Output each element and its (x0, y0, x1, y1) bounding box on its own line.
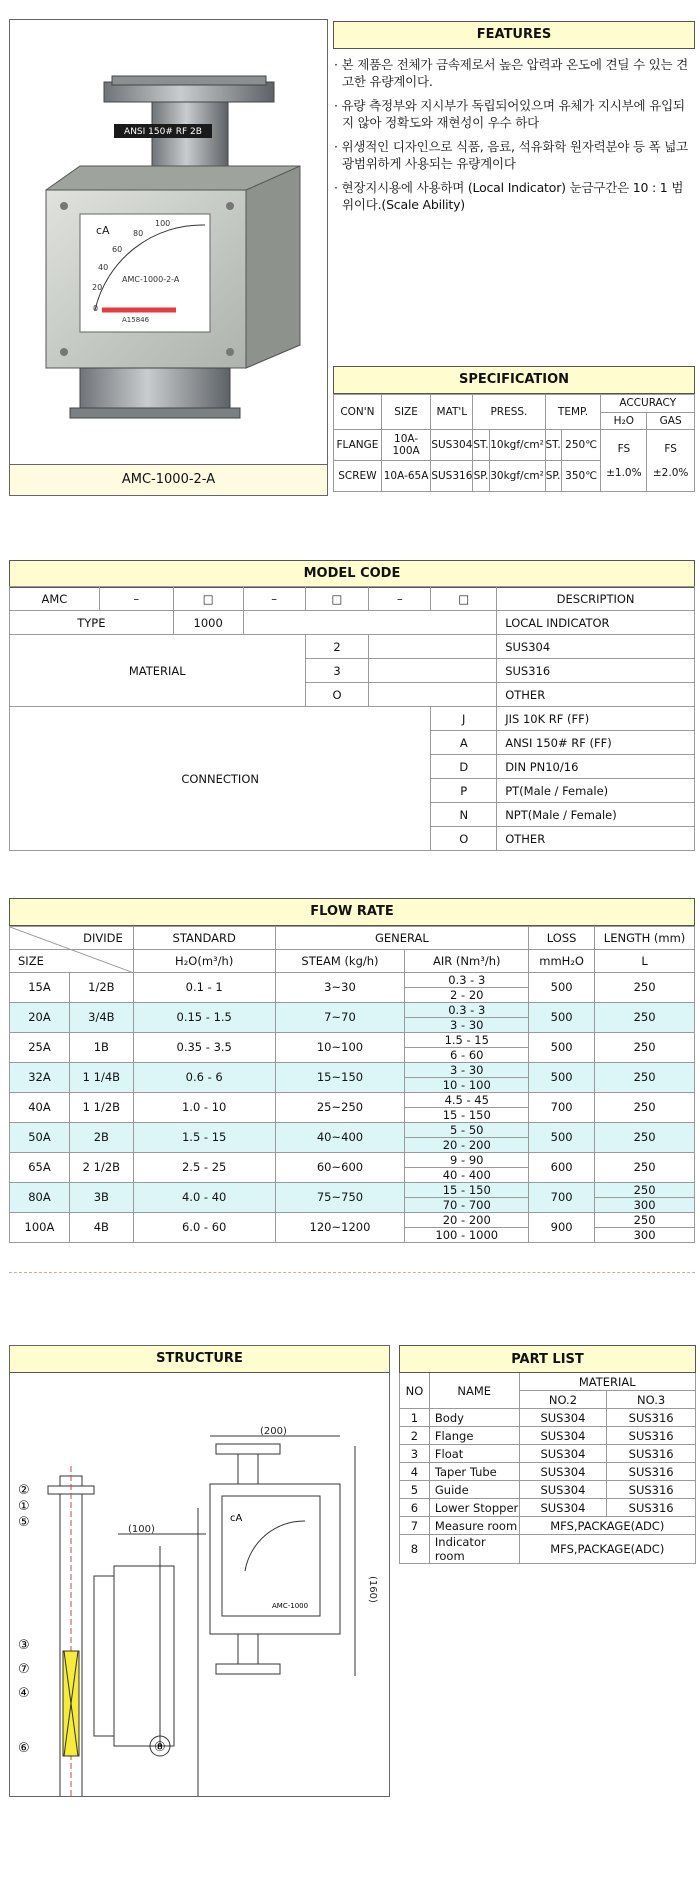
spec-title: SPECIFICATION (333, 366, 695, 394)
part-name: Measure room (429, 1517, 519, 1535)
flow-divide: 2B (69, 1123, 133, 1153)
spec-header-matl: MAT'L (431, 395, 473, 430)
part-name: Body (429, 1409, 519, 1427)
model-connection-code: O (431, 827, 497, 851)
part-no: 8 (400, 1535, 430, 1564)
spec-header-h2o: H₂O (601, 412, 647, 430)
flow-header-standard: STANDARD (133, 927, 275, 950)
model-type-code: 1000 (173, 611, 243, 635)
flow-steam: 25~250 (275, 1093, 405, 1123)
parts-header-no3: NO.3 (607, 1391, 696, 1409)
flow-divide: 1/2B (69, 973, 133, 1003)
flow-loss: 500 (529, 1033, 595, 1063)
model-code-title: MODEL CODE (9, 560, 695, 588)
features-list (334, 56, 694, 220)
dial-model: AMC-1000-2-A (122, 275, 180, 284)
table-row (10, 1213, 695, 1228)
flow-steam: 15~150 (275, 1063, 405, 1093)
flow-h2o: 0.1 - 1 (133, 973, 275, 1003)
flow-steam: 60~600 (275, 1153, 405, 1183)
part-material-no3: SUS316 (607, 1463, 696, 1481)
flow-h2o: 1.0 - 10 (133, 1093, 275, 1123)
flow-length: 250 (595, 1183, 695, 1198)
part-no: 5 (400, 1481, 430, 1499)
flow-header-h2o: H₂O(m³/h) (133, 950, 275, 973)
model-material-desc: SUS304 (497, 635, 695, 659)
flow-length: 300 (595, 1198, 695, 1213)
spec-header-conn: CON'N (334, 395, 382, 430)
feature-item-1: · 본 제품은 전체가 금속제로서 높은 압력과 온도에 견딜 수 있는 견고한 유량계이다. (334, 57, 689, 89)
flow-header-l: L (595, 950, 695, 973)
feature-item-3: · 위생적인 디자인으로 식품, 음료, 석유화학 원자력분야 등 폭 넓고 광범위하게 사용되는 유량계이다 (334, 139, 689, 171)
part-material-no2: SUS304 (519, 1427, 607, 1445)
model-material-code: 2 (305, 635, 369, 659)
model-header-dash: – (369, 587, 431, 611)
flow-size: 65A (10, 1153, 70, 1183)
flow-h2o: 1.5 - 15 (133, 1123, 275, 1153)
part-material-no3: SUS316 (607, 1409, 696, 1427)
table-row (10, 1063, 695, 1078)
model-material-desc: OTHER (497, 683, 695, 707)
flow-h2o: 6.0 - 60 (133, 1213, 275, 1243)
spec-size: 10A-65A (381, 461, 430, 492)
dial-tick-60: 60 (112, 245, 123, 254)
part-name: Taper Tube (429, 1463, 519, 1481)
spec-header-temp: TEMP. (545, 395, 601, 430)
model-connection-desc: DIN PN10/16 (497, 755, 695, 779)
spec-press-type: SP. (473, 461, 489, 492)
flow-steam: 10~100 (275, 1033, 405, 1063)
model-header-box: □ (173, 587, 243, 611)
part-material-no2: SUS304 (519, 1409, 607, 1427)
flow-air: 100 - 1000 (405, 1228, 529, 1243)
model-connection-desc: ANSI 150# RF (FF) (497, 731, 695, 755)
product-photo-panel (9, 19, 328, 496)
parts-header-material: MATERIAL (519, 1373, 695, 1391)
dim-height: (160) (367, 1576, 378, 1603)
part-no: 1 (400, 1409, 430, 1427)
flow-length: 250 (595, 1123, 695, 1153)
flow-header-mmh2o: mmH₂O (529, 950, 595, 973)
flow-loss: 600 (529, 1153, 595, 1183)
model-material-label: MATERIAL (10, 635, 306, 707)
feature-item-4: · 현장지시용에 사용하며 (Local Indicator) 눈금구간은 10 : 1 범위이다.(Scale Ability) (334, 180, 684, 212)
flow-header-divide: DIVIDE (10, 927, 134, 950)
flow-length: 250 (595, 1213, 695, 1228)
part-no: 4 (400, 1463, 430, 1481)
flow-steam: 40~400 (275, 1123, 405, 1153)
flow-header-steam: STEAM (kg/h) (275, 950, 405, 973)
callout-1: ① (18, 1499, 30, 1514)
part-no: 7 (400, 1517, 430, 1535)
flow-loss: 500 (529, 973, 595, 1003)
parts-header-no: NO (400, 1373, 430, 1409)
flow-size: 20A (10, 1003, 70, 1033)
spec-matl: SUS316 (431, 461, 473, 492)
dim-width-side: (100) (128, 1524, 155, 1535)
callout-3: ③ (18, 1638, 30, 1653)
flow-length: 250 (595, 973, 695, 1003)
part-material-no2: SUS304 (519, 1499, 607, 1517)
callout-5: ⑤ (18, 1515, 30, 1530)
part-material: MFS,PACKAGE(ADC) (519, 1535, 695, 1564)
model-code-table (9, 586, 695, 851)
flow-h2o: 0.6 - 6 (133, 1063, 275, 1093)
part-list-title: PART LIST (400, 1346, 696, 1373)
flow-size: 15A (10, 973, 70, 1003)
model-type-desc: LOCAL INDICATOR (497, 611, 695, 635)
dial-tick-80: 80 (133, 229, 144, 238)
model-connection-desc: JIS 10K RF (FF) (497, 707, 695, 731)
flow-length: 300 (595, 1228, 695, 1243)
flow-size: 80A (10, 1183, 70, 1213)
flow-divide: 2 1/2B (69, 1153, 133, 1183)
flow-header-loss: LOSS (529, 927, 595, 950)
spec-press: 10kgf/cm² (489, 430, 545, 461)
flow-steam: 75~750 (275, 1183, 405, 1213)
flow-steam: 7~70 (275, 1003, 405, 1033)
flow-rate-title: FLOW RATE (9, 898, 695, 926)
spec-header-gas: GAS (647, 412, 695, 430)
part-name: Guide (429, 1481, 519, 1499)
dial-logo: cA (96, 224, 110, 237)
flow-loss: 700 (529, 1093, 595, 1123)
part-material-no3: SUS316 (607, 1427, 696, 1445)
flow-size: 100A (10, 1213, 70, 1243)
spec-header-accuracy: ACCURACY (601, 395, 695, 413)
flow-divide: 1 1/2B (69, 1093, 133, 1123)
callout-2: ② (18, 1483, 30, 1498)
part-no: 6 (400, 1499, 430, 1517)
model-material-desc: SUS316 (497, 659, 695, 683)
model-connection-desc: NPT(Male / Female) (497, 803, 695, 827)
part-no: 3 (400, 1445, 430, 1463)
dial-tick-0: 0 (93, 304, 99, 313)
flow-loss: 500 (529, 1123, 595, 1153)
front-logo: cA (230, 1513, 243, 1524)
flow-steam: 120~1200 (275, 1213, 405, 1243)
dim-width-front: (200) (260, 1426, 287, 1437)
flow-air: 4.5 - 45 (405, 1093, 529, 1108)
model-header-description: DESCRIPTION (497, 587, 695, 611)
photo-caption: AMC-1000-2-A (10, 464, 327, 495)
model-header-amc: AMC (10, 587, 100, 611)
flow-air: 15 - 150 (405, 1108, 529, 1123)
flow-air: 9 - 90 (405, 1153, 529, 1168)
flow-h2o: 2.5 - 25 (133, 1153, 275, 1183)
part-name: Flange (429, 1427, 519, 1445)
flow-air: 20 - 200 (405, 1138, 529, 1153)
table-row (10, 1123, 695, 1138)
dial-tick-100: 100 (155, 219, 171, 228)
callout-4: ④ (18, 1686, 30, 1701)
flow-header-general: GENERAL (275, 927, 529, 950)
feature-item-2: · 유량 측정부와 지시부가 독립되어있으며 유체가 지시부에 유입되지 않아 정확도와 재현성이 우수 하다 (334, 98, 685, 130)
table-row (10, 1183, 695, 1198)
flow-length: 250 (595, 1033, 695, 1063)
model-material-code: O (305, 683, 369, 707)
part-name: Indicator room (429, 1535, 519, 1564)
flow-h2o: 0.15 - 1.5 (133, 1003, 275, 1033)
callout-8: ⑧ (154, 1740, 166, 1755)
dial-serial: A15846 (122, 316, 150, 324)
flow-size: 32A (10, 1063, 70, 1093)
flow-loss: 500 (529, 1003, 595, 1033)
flow-air: 2 - 20 (405, 988, 529, 1003)
part-no: 2 (400, 1427, 430, 1445)
flow-air: 6 - 60 (405, 1048, 529, 1063)
flange-label: ANSI 150# RF 2B (124, 127, 202, 137)
model-header-box: □ (305, 587, 369, 611)
spec-matl: SUS304 (431, 430, 473, 461)
spec-acc-h2o: FS ±1.0% (601, 430, 647, 492)
flow-loss: 900 (529, 1213, 595, 1243)
table-row (10, 1003, 695, 1018)
parts-header-no2: NO.2 (519, 1391, 607, 1409)
part-name: Float (429, 1445, 519, 1463)
table-row (10, 1153, 695, 1168)
flow-divide: 1B (69, 1033, 133, 1063)
part-material-no2: SUS304 (519, 1463, 607, 1481)
spec-temp: 250℃ (561, 430, 601, 461)
parts-header-name: NAME (429, 1373, 519, 1409)
flow-loss: 700 (529, 1183, 595, 1213)
structure-drawing (10, 1346, 389, 1796)
spec-temp: 350℃ (561, 461, 601, 492)
model-connection-code: J (431, 707, 497, 731)
spec-header-press: PRESS. (473, 395, 545, 430)
flow-air: 1.5 - 15 (405, 1033, 529, 1048)
flow-loss: 500 (529, 1063, 595, 1093)
model-connection-code: N (431, 803, 497, 827)
model-connection-desc: PT(Male / Female) (497, 779, 695, 803)
flow-size: 40A (10, 1093, 70, 1123)
flow-air: 15 - 150 (405, 1183, 529, 1198)
structure-title: STRUCTURE (9, 1345, 390, 1373)
model-type-blank (243, 611, 497, 635)
flow-header-size: SIZE (10, 950, 134, 973)
model-connection-code: A (431, 731, 497, 755)
dial-tick-20: 20 (92, 283, 103, 292)
model-connection-desc: OTHER (497, 827, 695, 851)
flow-divide: 3B (69, 1183, 133, 1213)
spec-table (333, 394, 695, 492)
part-material-no3: SUS316 (607, 1481, 696, 1499)
callout-6: ⑥ (18, 1741, 30, 1756)
model-header-box: □ (431, 587, 497, 611)
flow-header-length: LENGTH (mm) (595, 927, 695, 950)
part-material-no2: SUS304 (519, 1445, 607, 1463)
flow-air: 5 - 50 (405, 1123, 529, 1138)
flow-air: 10 - 100 (405, 1078, 529, 1093)
model-connection-code: P (431, 779, 497, 803)
flow-header-air: AIR (Nm³/h) (405, 950, 529, 973)
flow-h2o: 0.35 - 3.5 (133, 1033, 275, 1063)
structure-diagram-panel (9, 1345, 390, 1797)
flow-h2o: 4.0 - 40 (133, 1183, 275, 1213)
flow-size: 25A (10, 1033, 70, 1063)
flow-size: 50A (10, 1123, 70, 1153)
spec-press: 30kgf/cm² (489, 461, 545, 492)
spec-acc-gas: FS ±2.0% (647, 430, 695, 492)
part-material: MFS,PACKAGE(ADC) (519, 1517, 695, 1535)
spec-temp-type: SP. (545, 461, 561, 492)
table-row (10, 1093, 695, 1108)
part-name: Lower Stopper (429, 1499, 519, 1517)
flow-air: 20 - 200 (405, 1213, 529, 1228)
model-connection-label: CONNECTION (10, 707, 431, 851)
dial-tick-40: 40 (98, 263, 109, 272)
spec-size: 10A-100A (381, 430, 430, 461)
flow-divide: 4B (69, 1213, 133, 1243)
flow-length: 250 (595, 1153, 695, 1183)
flow-divide: 1 1/4B (69, 1063, 133, 1093)
features-title: FEATURES (333, 21, 695, 49)
spec-header-size: SIZE (381, 395, 430, 430)
flow-air: 3 - 30 (405, 1063, 529, 1078)
flow-air: 0.3 - 3 (405, 1003, 529, 1018)
flow-air: 40 - 400 (405, 1168, 529, 1183)
spec-temp-type: ST. (545, 430, 561, 461)
model-header-dash: – (99, 587, 173, 611)
flow-length: 250 (595, 1063, 695, 1093)
flow-length: 250 (595, 1003, 695, 1033)
table-row (10, 973, 695, 988)
part-list-table (399, 1345, 696, 1564)
flow-rate-table (9, 926, 695, 1243)
model-material-code: 3 (305, 659, 369, 683)
part-material-no3: SUS316 (607, 1499, 696, 1517)
flow-air: 3 - 30 (405, 1018, 529, 1033)
spec-press-type: ST. (473, 430, 489, 461)
model-connection-code: D (431, 755, 497, 779)
flow-air: 70 - 700 (405, 1198, 529, 1213)
model-type-label: TYPE (10, 611, 174, 635)
product-photo (10, 20, 327, 465)
flow-length: 250 (595, 1093, 695, 1123)
flow-air: 0.3 - 3 (405, 973, 529, 988)
callout-7: ⑦ (18, 1662, 30, 1677)
part-material-no3: SUS316 (607, 1445, 696, 1463)
front-model: AMC-1000 (272, 1602, 309, 1610)
table-row (10, 1033, 695, 1048)
model-header-dash: – (243, 587, 305, 611)
flow-steam: 3~30 (275, 973, 405, 1003)
spec-conn: FLANGE (334, 430, 382, 461)
spec-conn: SCREW (334, 461, 382, 492)
flow-divide: 3/4B (69, 1003, 133, 1033)
part-material-no2: SUS304 (519, 1481, 607, 1499)
flow-table-footer-line (9, 1272, 695, 1273)
